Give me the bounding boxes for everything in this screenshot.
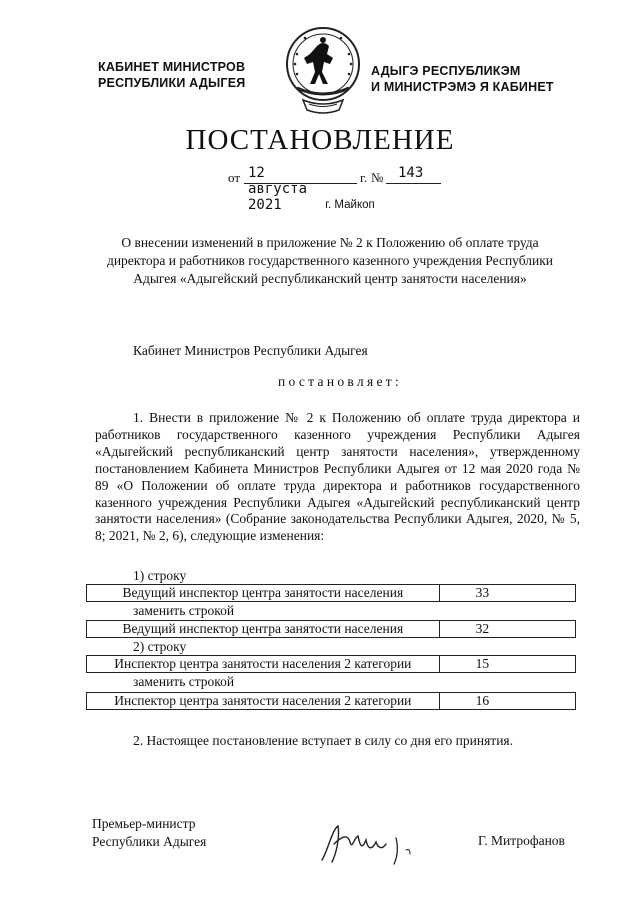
issuing-body: Кабинет Министров Республики Адыгея xyxy=(133,343,368,358)
item-1-label: 1) строку xyxy=(133,568,187,583)
row-4-value: 16 xyxy=(439,693,575,710)
row-4-name: Инспектор центра занятости населения 2 категории xyxy=(87,693,440,710)
signatory-name: Г. Митрофанов xyxy=(478,833,565,848)
year-suffix: г. xyxy=(360,170,368,185)
row-1-name: Ведущий инспектор центра занятости населения xyxy=(87,585,440,602)
table-row xyxy=(86,692,576,710)
item-2-label: 2) строку xyxy=(133,639,187,654)
replace-2-label: заменить строкой xyxy=(133,674,235,689)
issuer-line-2: РЕСПУБЛИКИ АДЫГЕЯ xyxy=(98,76,246,90)
replace-1-label: заменить строкой xyxy=(133,603,235,618)
issuer-line-2-adyghe: И МИНИСТРЭМЭ Я КАБИНЕТ xyxy=(371,80,554,94)
row-2-value: 32 xyxy=(439,621,575,638)
table-row xyxy=(86,620,576,638)
document-number: 143 xyxy=(398,165,424,181)
date-value: 12 августа 2021 xyxy=(248,165,308,213)
signatory-position xyxy=(92,815,206,851)
date-prefix: от xyxy=(228,170,241,185)
row-3-value: 15 xyxy=(439,656,575,673)
table-row xyxy=(86,655,576,673)
document-subject: О внесении изменений в приложение № 2 к Положению об оплате труда директора и работников государственного казенного учреждения Республики Адыгея «Адыгейский республиканский центр занятости населения» xyxy=(106,235,554,286)
document-title: ПОСТАНОВЛЕНИЕ xyxy=(185,124,455,156)
position-line-2: Республики Адыгея xyxy=(92,834,207,849)
handwritten-signature xyxy=(318,820,428,868)
issuer-name-adyghe xyxy=(371,63,581,95)
issuer-name-russian xyxy=(98,59,288,91)
row-3-name: Инспектор центра занятости населения 2 категории xyxy=(87,656,440,673)
issuer-line-1-adyghe: АДЫГЭ РЕСПУБЛИКЭМ xyxy=(371,64,521,78)
position-line-1: Премьер-министр xyxy=(92,816,196,831)
row-1-value: 33 xyxy=(439,585,575,602)
number-underline xyxy=(386,183,441,184)
paragraph-1-text: 1. Внести в приложение № 2 к Положению об оплате труда директора и работников государственного казенного учреждения Республики Адыгея «Адыгейский республиканский центр занятости населения», утвержденному постановлением Кабинета Министров Республики Адыгея от 12 мая 2020 года № 89 «О Положении об оплате труда директора и работников государственного казенного учреждения Республики Адыгея «Адыгейский республиканский центр занятости населения» (Собрание законодательства Республики Адыгея, 2020, № 5, 8; 2021, № 2, 6), следующие изменения: xyxy=(95,410,580,544)
paragraph-1 xyxy=(95,410,580,545)
paragraph-2: 2. Настоящее постановление вступает в силу со дня его принятия. xyxy=(133,733,514,748)
adygea-coat-of-arms-icon xyxy=(283,24,363,120)
number-label: № xyxy=(371,170,384,185)
decree-word: постановляет: xyxy=(277,374,403,389)
issuer-line-1: КАБИНЕТ МИНИСТРОВ xyxy=(98,60,246,74)
row-2-name: Ведущий инспектор центра занятости населения xyxy=(87,621,440,638)
city: г. Майкоп xyxy=(325,199,375,211)
table-row xyxy=(86,584,576,602)
